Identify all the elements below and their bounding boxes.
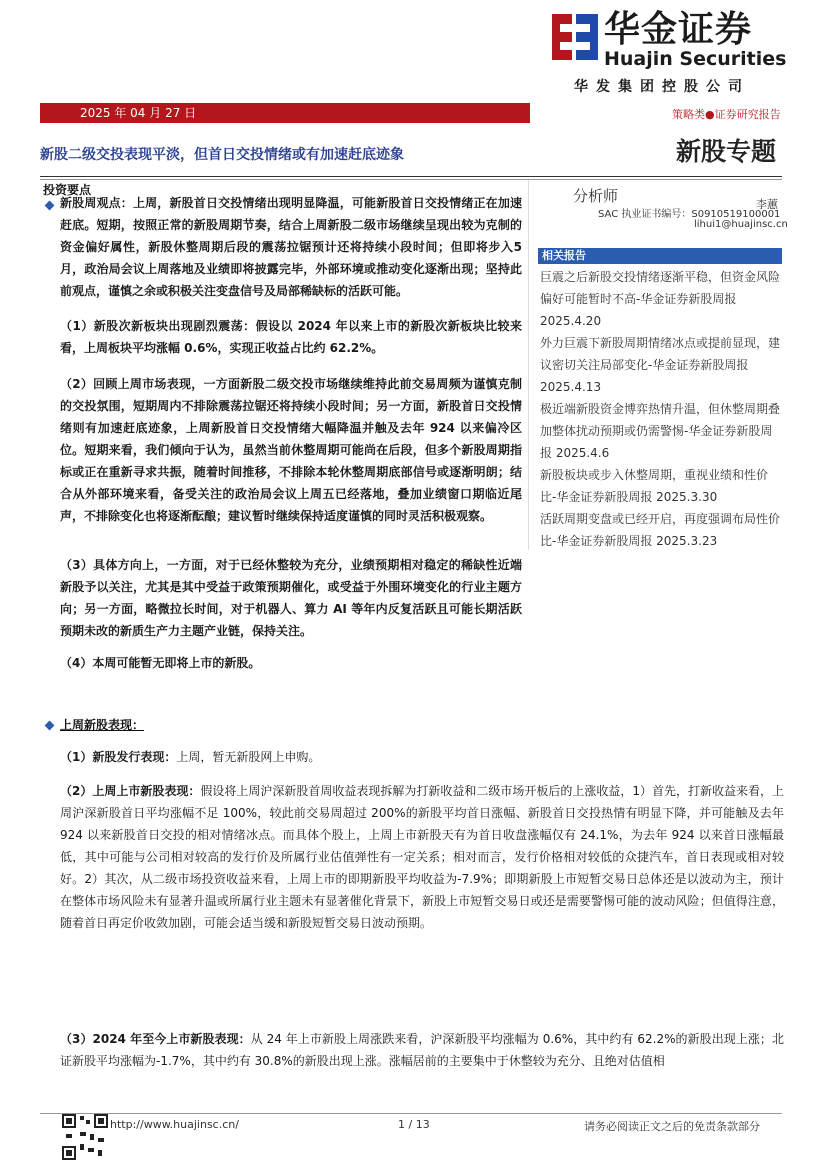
last-week-heading: 上周新股表现： xyxy=(60,718,145,732)
bullet-diamond-icon xyxy=(45,201,55,211)
analyst-label: 分析师 xyxy=(573,187,619,205)
related-reports-heading: 相关报告 xyxy=(538,248,782,264)
issuance-text: 上周，暂无新股网上申购。 xyxy=(176,750,321,764)
analyst-email[interactable]: lihui1@huajinsc.cn xyxy=(694,219,788,230)
issuance-lead: （1）新股发行表现： xyxy=(60,750,177,764)
paragraph-point-4: （4）本周可能暂无即将上市的新股。 xyxy=(60,656,261,670)
bullet-diamond-icon-2 xyxy=(45,721,55,731)
qr-code-icon xyxy=(62,1114,108,1160)
listings-2024-text: 从 24 年上市新股上周涨跌来看，沪深新股平均涨幅为 0.6%，其中约有 62.2%的新股出现上涨；北证新股平均涨幅为-1.7%，其中约有 30.8%的新股出现上涨。涨幅居前的主要集中于休整较为充分、且绝对估值相 xyxy=(60,1032,784,1068)
logo-text-en: Huajin Securities xyxy=(604,48,787,70)
paragraph-point-3: （3）具体方向上，一方面，对于已经休整较为充分，业绩预期相对稳定的稀缺性近端新股予以关注，尤其是其中受益于政策预期催化，或受益于外围环境变化的行业主题方向；另一方面，略微拉长时间，对于机器人、算力 AI 等年内反复活跃且可能长期活跃预期未改的新质生产力主题产业链，保持关注。 xyxy=(60,558,522,638)
paragraph-point-1: （1）新股次新板块出现剧烈震荡：假设以 2024 年以来上市的新股次新板块比较来看，上周板块平均涨幅 0.6%，实现正收益占比约 62.2%。 xyxy=(60,319,522,355)
listings-text: 假设将上周沪深新股首周收益表现拆解为打新收益和二级市场开板后的上涨收益，1）首先，打新收益来看，上周沪深新股首日平均涨幅不足 100%，较此前交易周超过 200%的新股平均首日涨幅、新股首日交投热情有明显下降，并可能触及去年 924 以来新股首日交投的相对情绪冰点。而具体个股上，上周上市新股天有为首日收盘涨幅仅有 24.1%，为去年 924 以来首日涨幅最低，其中可能与公司相对较高的发行价及所属行业估值弹性有一定关系；相对而言，发行价格相对较低的众捷汽车，首日表现或相对较好。2）其次，从二级市场投资收益来看，上周上市的即期新股平均收益为-7.9%；即期新股上市短暂交易日总体还是以波动为主，预计在整体市场风险未有显著升温或所属行业主题未有显著催化背景下，新股上市短暂交易日或还是需要警惕可能的波动风险；但值得注意，随着首日再定价收敛加剧，可能会适当缓和新股短暂交易日波动预期。 xyxy=(60,784,784,930)
header-divider xyxy=(40,176,782,177)
logo-mark-icon xyxy=(552,14,598,60)
column-divider xyxy=(528,180,529,550)
related-report-item[interactable]: 新股板块或步入休整周期，重视业绩和性价比-华金证券新股周报 2025.3.30 xyxy=(540,468,769,504)
related-report-item[interactable]: 巨震之后新股交投情绪逐渐平稳，但资金风险偏好可能暂时不高-华金证券新股周报 2025.4.20 xyxy=(540,270,781,328)
page-number: 1 / 13 xyxy=(398,1118,430,1131)
header-divider-thin xyxy=(40,179,782,180)
report-topic: 新股专题 xyxy=(676,137,777,166)
footer-url[interactable]: http://www.huajinsc.cn/ xyxy=(110,1118,239,1131)
footer-divider xyxy=(40,1113,782,1114)
listings-2024-lead: （3）2024 年至今上市新股表现： xyxy=(60,1032,251,1046)
related-report-item[interactable]: 外力巨震下新股周期情绪冰点或提前显现，建议密切关注局部变化-华金证券新股周报 2025.4.13 xyxy=(540,336,781,394)
paragraph-point-2: （2）回顾上周市场表现，一方面新股二级交投市场继续维持此前交易周频为谨慎克制的交投氛围，短期周内不排除震荡拉锯还将持续小段时间；另一方面，新股首日交投情绪则有加速赶底迹象，上周新股首日交投情绪大幅降温并触及去年 924 以来偏冷区位。短期来看，我们倾向于认为，虽然当前休整周期可能尚在后段，但多个新股周期指标或正在重新寻求共振，随着时间推移，不排除本轮休整周期底部信号或逐渐明朗；结合从外部环境来看，备受关注的政治局会议上周五已经落地，叠加业绩窗口期临近尾声，不排除变化也将逐渐酝酿；建议暂时继续保持适度谨慎的同时灵活积极观察。 xyxy=(60,377,522,523)
logo-group-text: 华发集团控股公司 xyxy=(574,79,750,95)
paragraph-2024-listings xyxy=(60,1028,784,1072)
paragraph-issuance xyxy=(60,746,780,768)
paragraph-last-week-listings xyxy=(60,780,784,934)
report-category: 策略类●证券研究报告 xyxy=(672,108,781,121)
listings-lead: （2）上周上市新股表现： xyxy=(60,784,201,798)
date-bar: 2025 年 04 月 27 日 xyxy=(40,103,530,123)
paragraph-weekly-view: 新股周观点：上周，新股首日交投情绪出现明显降温，可能新股首日交投情绪正在加速赶底。短期，按照正常的新股周期节奏，结合上周新股二级市场继续呈现出较为克制的资金偏好属性，新股休整周期后段的震荡拉锯预计还将持续小段时间；但即将步入5月，政治局会议上周落地及业绩即将披露完毕，外部环境或推动变化逐渐出现；坚持此前观点，谨慎之余或积极关注变盘信号及局部稀缺标的活跃可能。 xyxy=(60,196,522,298)
footer-disclaimer: 请务必阅读正文之后的免责条款部分 xyxy=(584,1120,760,1133)
analyst-name: 李蕙 xyxy=(756,198,778,211)
logo-text-cn: 华金证券 xyxy=(604,9,753,50)
related-report-item[interactable]: 极近端新股资金博弈热情升温，但休整周期叠加整体扰动预期或仍需警惕-华金证券新股周报 2025.4.6 xyxy=(540,402,781,460)
sac-number: SAC 执业证书编号：S0910519100001 xyxy=(598,209,781,220)
related-report-item[interactable]: 活跃周期变盘或已经开启，再度强调布局性价比-华金证券新股周报 2025.3.23 xyxy=(540,512,781,548)
report-title: 新股二级交投表现平淡，但首日交投情绪或有加速赶底迹象 xyxy=(40,147,404,163)
key-points-heading: 投资要点 xyxy=(43,183,92,197)
related-reports-list xyxy=(540,266,784,552)
